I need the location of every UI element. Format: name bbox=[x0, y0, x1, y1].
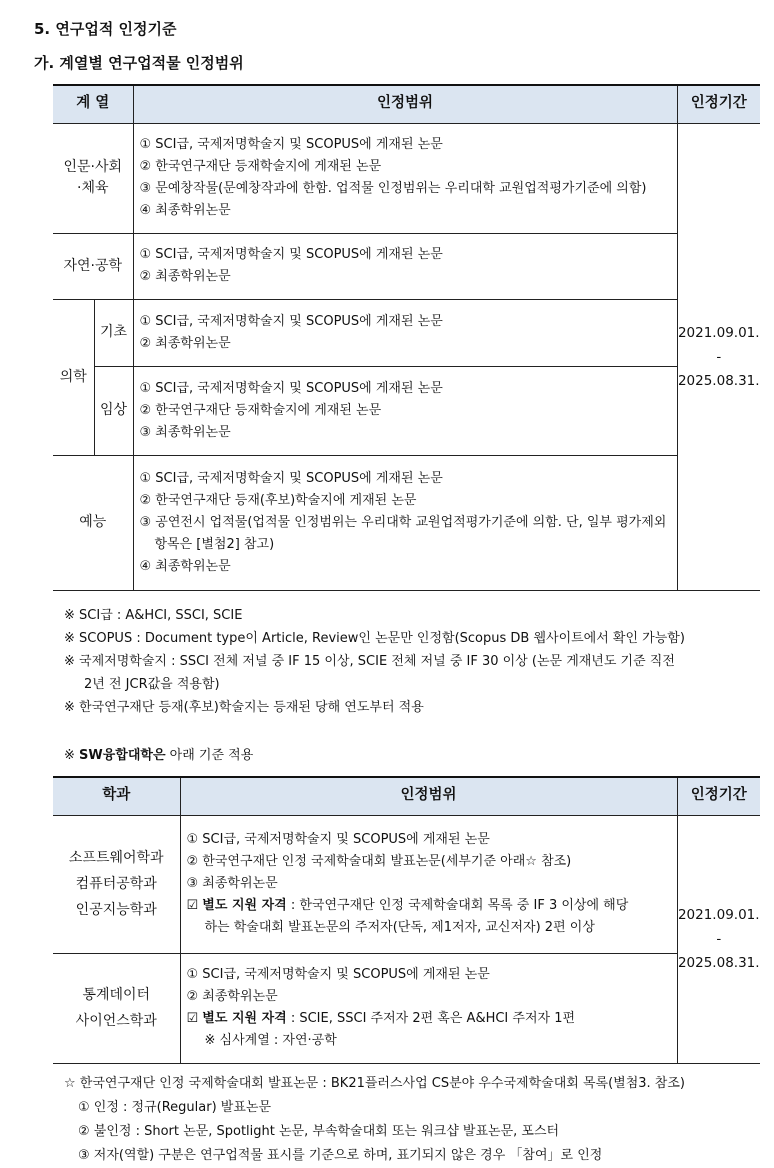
table-row bbox=[53, 123, 760, 233]
extra-eligibility: ☑ 별도 지원 자격 : 한국연구재단 인정 국제학술대회 목록 중 IF 3 이상에 해당 bbox=[186, 898, 629, 913]
table-row bbox=[53, 953, 760, 1063]
scope-item: ② 한국연구재단 인정 국제학술대회 발표논문(세부기준 아래☆ 참조) bbox=[186, 854, 572, 869]
header-field: 계 열 bbox=[53, 85, 133, 123]
scope-item: ③ 문예창작물(문예창작과에 한함. 업적물 인정범위는 우리대학 교원업적평가기준에 의함) bbox=[139, 181, 647, 196]
scope-item: ① SCI급, 국제저명학술지 및 SCOPUS에 게재된 논문 bbox=[186, 967, 490, 982]
header-dept: 학과 bbox=[53, 777, 180, 815]
checkbox-icon: ☑ bbox=[186, 1011, 199, 1026]
scope-item: ③ 공연전시 업적물(업적물 인정범위는 우리대학 교원업적평가기준에 의함. 단, 일부 평가제외 항목은 [별첨2] 참고) bbox=[139, 514, 667, 552]
scope-sw-group bbox=[180, 815, 677, 953]
scope-item: ① SCI급, 국제저명학술지 및 SCOPUS에 게재된 논문 bbox=[186, 832, 490, 847]
period-start: 2021.09.01. bbox=[677, 907, 760, 923]
footnote: ※ 한국연구재단 등재(후보)학술지는 등재된 당해 연도부터 적용 bbox=[64, 700, 424, 715]
dept-label: 인공지능학과 bbox=[75, 902, 157, 918]
table-row bbox=[53, 815, 760, 953]
conference-note: ☆ 한국연구재단 인정 국제학술대회 발표논문 : BK21플러스사업 CS분야 우수국제학술대회 목록(별첨3. 참조) bbox=[64, 1076, 685, 1091]
scope-stats bbox=[180, 953, 677, 1063]
field-medical-basic: 기초 bbox=[94, 299, 133, 366]
header-period: 인정기간 bbox=[677, 85, 760, 123]
scope-item: ① SCI급, 국제저명학술지 및 SCOPUS에 게재된 논문 bbox=[139, 313, 443, 329]
scope-humanities bbox=[133, 123, 677, 233]
section-heading: 5. 연구업적 인정기준 bbox=[34, 20, 177, 38]
dept-sw-group bbox=[53, 815, 180, 953]
recognition-period bbox=[677, 815, 760, 1063]
table-row bbox=[53, 455, 760, 590]
scope-item: ② 한국연구재단 등재학술지에 게재된 논문 bbox=[139, 159, 382, 174]
footnote: ※ SCOPUS : Document type이 Article, Review인 논문만 인정함(Scopus DB 웹사이트에서 확인 가능함) bbox=[64, 631, 685, 646]
review-field-note: ※ 심사계열 : 자연·공학 bbox=[204, 1033, 337, 1048]
table-row bbox=[53, 299, 760, 366]
field-medical-clinical: 임상 bbox=[94, 366, 133, 455]
conference-note: ② 불인정 : Short 논문, Spotlight 논문, 부속학술대회 또는 워크샵 발표논문, 포스터 bbox=[78, 1124, 560, 1139]
extra-eligibility-cont: 하는 학술대회 발표논문의 주저자(단독, 제1저자, 교신저자) 2편 이상 bbox=[204, 920, 595, 935]
section-subheading: 가. 계열별 연구업적물 인정범위 bbox=[34, 54, 244, 72]
field-label: 인문·사회 bbox=[63, 159, 123, 175]
header-period: 인정기간 bbox=[677, 777, 760, 815]
dept-stats bbox=[53, 953, 180, 1063]
scope-item: ③ 최종학위논문 bbox=[186, 876, 278, 891]
scope-medical-clinical bbox=[133, 366, 677, 455]
scope-item: ② 최종학위논문 bbox=[139, 335, 231, 351]
scope-item: ① SCI급, 국제저명학술지 및 SCOPUS에 게재된 논문 bbox=[139, 470, 443, 486]
conference-notes bbox=[64, 1072, 685, 1168]
checkbox-icon: ☑ bbox=[186, 898, 199, 913]
dept-label: 컴퓨터공학과 bbox=[75, 876, 157, 892]
footnote: 2년 전 JCR값을 적용함) bbox=[84, 677, 220, 692]
scope-item: ② 한국연구재단 등재(후보)학술지에 게재된 논문 bbox=[139, 492, 417, 508]
period-dash: - bbox=[716, 931, 722, 947]
scope-item: ① SCI급, 국제저명학술지 및 SCOPUS에 게재된 논문 bbox=[139, 380, 443, 396]
header-scope: 인정범위 bbox=[133, 85, 677, 123]
field-natural: 자연·공학 bbox=[53, 233, 133, 299]
field-scope-table bbox=[53, 84, 760, 591]
period-end: 2025.08.31. bbox=[677, 955, 760, 971]
footnote: ※ SCI급 : A&HCI, SSCI, SCIE bbox=[64, 608, 243, 623]
dept-label: 소프트웨어학과 bbox=[68, 850, 164, 866]
period-start: 2021.09.01. bbox=[677, 324, 760, 341]
field-medical: 의학 bbox=[53, 299, 94, 455]
sw-college-note: ※ SW융합대학은 아래 기준 적용 bbox=[64, 748, 254, 763]
scope-item: ④ 최종학위논문 bbox=[139, 203, 231, 218]
field-humanities bbox=[53, 123, 133, 233]
scope-item: ③ 최종학위논문 bbox=[139, 424, 231, 440]
period-end: 2025.08.31. bbox=[677, 372, 760, 389]
sw-college-name: SW융합대학은 bbox=[79, 748, 166, 763]
scope-item: ② 최종학위논문 bbox=[186, 989, 278, 1004]
scope-medical-basic bbox=[133, 299, 677, 366]
conference-note: ① 인정 : 정규(Regular) 발표논문 bbox=[78, 1100, 272, 1115]
extra-eligibility-label: 별도 지원 자격 bbox=[202, 1011, 287, 1026]
scope-item: ④ 최종학위논문 bbox=[139, 558, 231, 574]
period-dash: - bbox=[716, 348, 722, 365]
recognition-period bbox=[677, 123, 760, 590]
table-row bbox=[53, 233, 760, 299]
table-header-row bbox=[53, 777, 760, 815]
field-arts: 예능 bbox=[53, 455, 133, 590]
conference-note: ③ 저자(역할) 구분은 연구업적물 표시를 기준으로 하며, 표기되지 않은 경우 「참여」로 인정 bbox=[78, 1148, 603, 1163]
field-label: ·체육 bbox=[77, 180, 109, 196]
scope-item: ① SCI급, 국제저명학술지 및 SCOPUS에 게재된 논문 bbox=[139, 137, 443, 152]
footnote: ※ 국제저명학술지 : SSCI 전체 저널 중 IF 15 이상, SCIE 전체 저널 중 IF 30 이상 (논문 게재년도 기준 직전 bbox=[64, 654, 675, 669]
scope-arts bbox=[133, 455, 677, 590]
scope-natural bbox=[133, 233, 677, 299]
footnotes bbox=[64, 604, 685, 719]
table-row bbox=[53, 366, 760, 455]
extra-eligibility-label: 별도 지원 자격 bbox=[202, 898, 287, 913]
sw-college-table bbox=[53, 776, 760, 1064]
dept-label: 통계데이터 bbox=[82, 987, 151, 1003]
scope-item: ① SCI급, 국제저명학술지 및 SCOPUS에 게재된 논문 bbox=[139, 247, 443, 262]
scope-item: ② 한국연구재단 등재학술지에 게재된 논문 bbox=[139, 402, 382, 418]
scope-item: ② 최종학위논문 bbox=[139, 269, 231, 284]
extra-eligibility: ☑ 별도 지원 자격 : SCIE, SSCI 주저자 2편 혹은 A&HCI 주저자 1편 bbox=[186, 1011, 576, 1026]
header-scope: 인정범위 bbox=[180, 777, 677, 815]
dept-label: 사이언스학과 bbox=[75, 1013, 157, 1029]
table-header-row bbox=[53, 85, 760, 123]
